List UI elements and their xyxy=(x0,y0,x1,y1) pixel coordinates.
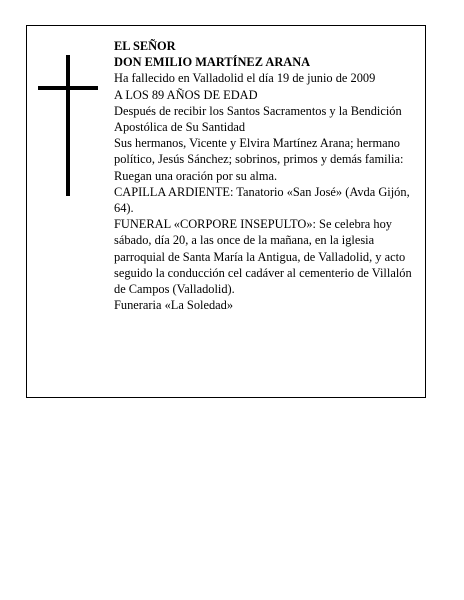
family-statement: Sus hermanos, Vicente y Elvira Martínez Arana; hermano político, Jesús Sánchez; sobrinos, primos y demás familia: xyxy=(114,136,404,167)
funeral-info: FUNERAL «CORPORE INSEPULTO»: Se celebra hoy sábado, día 20, a las once de la mañana, en la iglesia parroquial de Santa María la Antigua, de Valladolid, y acto seguido la conducción cel cadáver al cementerio de Villalón de Campos (Valladolid). xyxy=(114,217,412,297)
notice-title: EL SEÑOR xyxy=(114,39,176,53)
prayer-request: Ruegan una oración por su alma. xyxy=(114,168,278,183)
chapel-info: CAPILLA ARDIENTE: Tanatorio «San José» (Avda Gijón, 64). xyxy=(114,184,410,216)
funeral-home: Funeraria «La Soledad» xyxy=(114,298,234,313)
cross-horizontal-bar xyxy=(38,86,98,90)
cross-vertical-bar xyxy=(66,55,70,196)
deceased-name: DON EMILIO MARTÍNEZ ARANA xyxy=(114,55,311,70)
sacraments-statement: Después de recibir los Santos Sacramentos y la Bendición Apostólica de Su Santidad xyxy=(114,103,402,135)
obituary-text xyxy=(114,38,424,313)
death-statement: Ha fallecido en Valladolid el día 19 de junio de 2009 xyxy=(114,71,376,86)
age-statement: A LOS 89 AÑOS DE EDAD xyxy=(114,87,258,102)
